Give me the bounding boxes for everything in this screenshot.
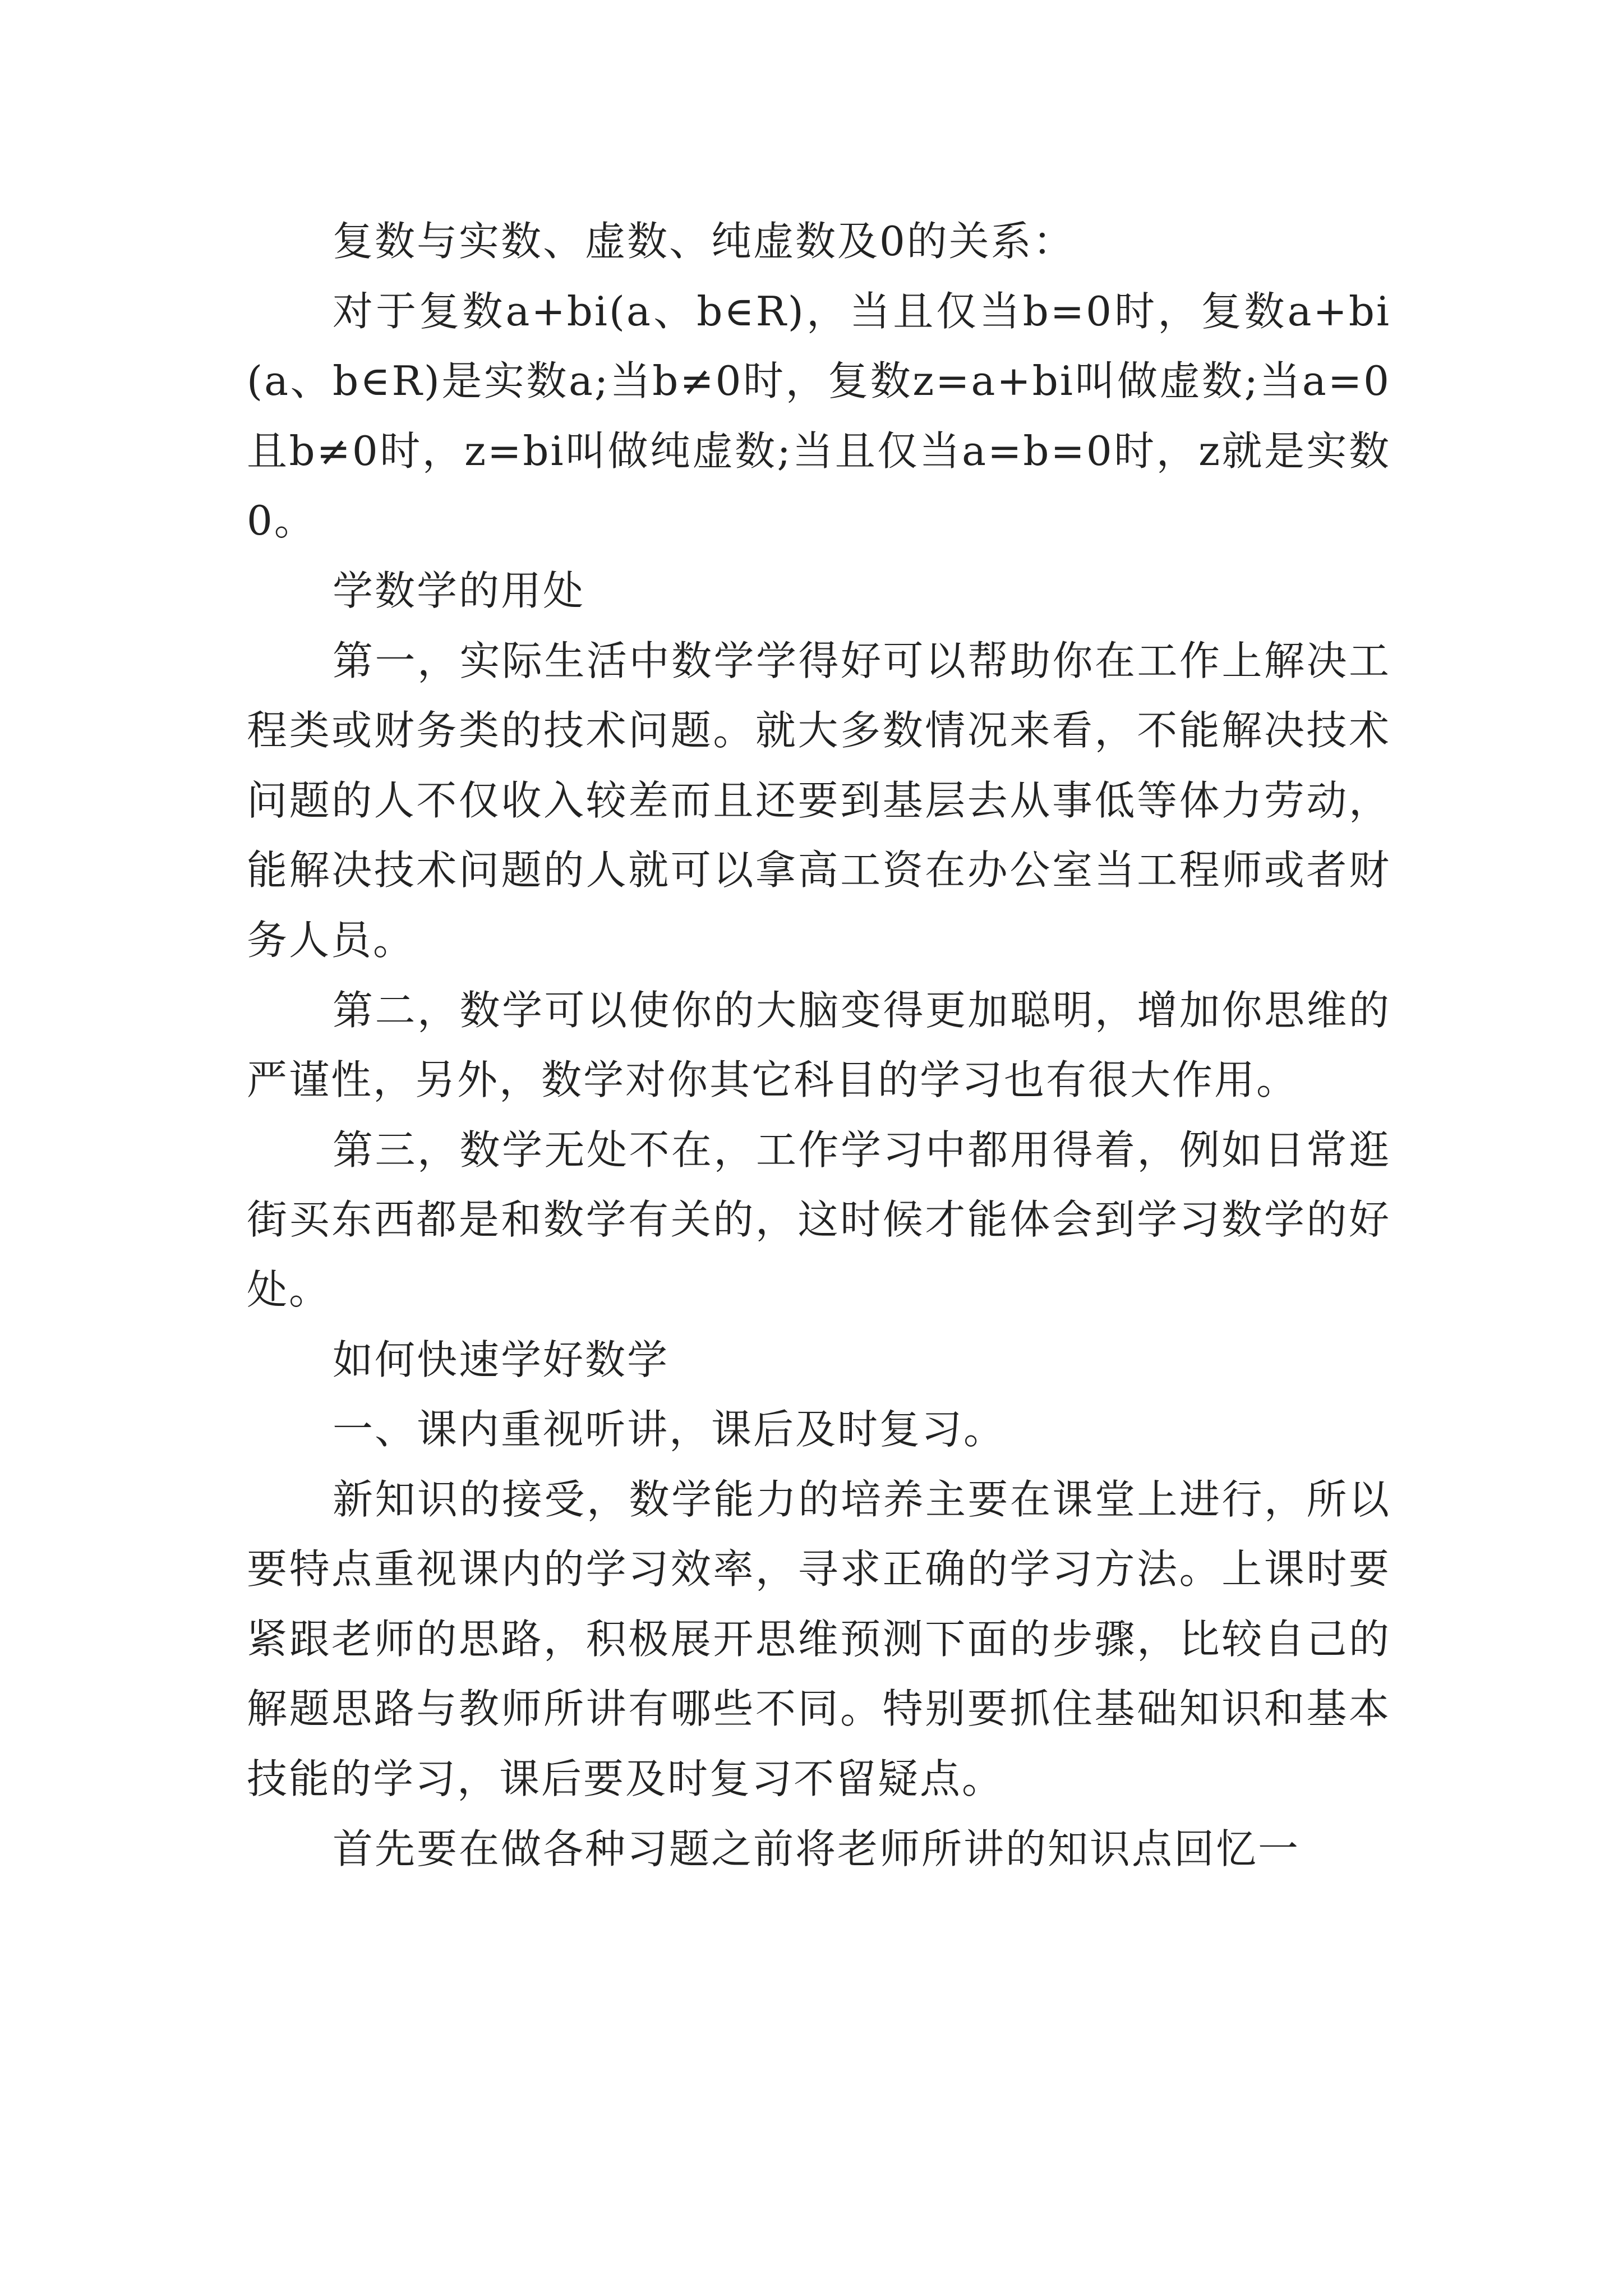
paragraph-second-use: 第二，数学可以使你的大脑变得更加聪明，增加你思维的严谨性，另外，数学对你其它科目的学习也有很大作用。 [247,986,1391,1104]
paragraph-first-use: 第一，实际生活中数学学得好可以帮助你在工作上解决工程类或财务类的技术问题。就大多数情况来看，不能解决技术问题的人不仅收入较差而且还要到基层去从事低等体力劳动，能解决技术问题的人就可以拿高工资在办公室当工程师或者财务人员。 [247,637,1391,964]
paragraph-review-before-exercises: 首先要在做各种习题之前将老师所讲的知识点回忆一 [333,1825,1301,1872]
paragraph-third-use: 第三，数学无处不在，工作学习中都用得着，例如日常逛街买东西都是和数学有关的，这时候才能体会到学习数学的好处。 [247,1126,1391,1313]
paragraph-step-one-heading: 一、课内重视听讲，课后及时复习。 [333,1406,1006,1453]
paragraph-math-uses-heading: 学数学的用处 [333,567,585,614]
paragraph-how-to-learn-heading: 如何快速学好数学 [333,1336,670,1383]
paragraph-complex-number-relations-heading: 复数与实数、虚数、纯虚数及0的关系： [333,218,1075,265]
paragraph-classroom-learning: 新知识的接受，数学能力的培养主要在课堂上进行，所以要特点重视课内的学习效率，寻求正确的学习方法。上课时要紧跟老师的思路，积极展开思维预测下面的步骤，比较自己的解题思路与教师所讲有哪些不同。特别要抓住基础知识和基本技能的学习，课后要及时复习不留疑点。 [247,1475,1391,1803]
document-body [247,206,1391,1884]
paragraph-complex-number-definition: 对于复数a+bi(a、b∈R)，当且仅当b=0时，复数a+bi(a、b∈R)是实数a;当b≠0时，复数z=a+bi叫做虚数;当a=0且b≠0时，z=bi叫做纯虚数;当且仅当a=b=0时，z就是实数0。 [247,287,1391,545]
